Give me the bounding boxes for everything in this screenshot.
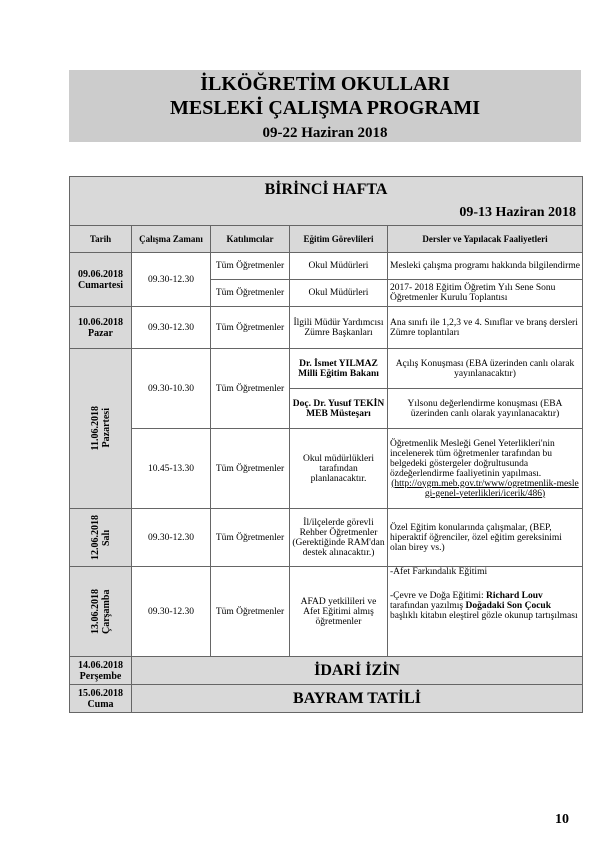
date-cell — [70, 307, 132, 349]
title-line-2: MESLEKİ ÇALIŞMA PROGRAMI — [169, 97, 481, 119]
day-text: Pazartesi — [100, 408, 112, 449]
table-row — [70, 349, 583, 389]
table-row — [70, 307, 583, 349]
time-cell: 09.30-12.30 — [132, 509, 211, 567]
table-row — [70, 429, 583, 509]
date-text: 14.06.2018 — [78, 659, 123, 671]
time-cell: 09.30-12.30 — [132, 253, 211, 307]
title-date-range: 09-22 Haziran 2018 — [262, 125, 388, 141]
activity-cell: Yılsonu değerlendirme konuşması (EBA üzerinden canlı olarak yayınlanacaktır) — [388, 389, 583, 429]
date-vertical — [90, 406, 112, 450]
column-header-row — [70, 226, 583, 253]
trainer-cell: Okul Müdürleri — [290, 280, 388, 307]
date-text: 09.06.2018 — [78, 268, 123, 280]
day-text: Çarşamba — [100, 589, 112, 634]
day-text: Salı — [100, 529, 112, 546]
activity-line-2-post: başlıklı kitabın eleştirel gözle okunup tartışılması — [390, 611, 578, 621]
time-cell: 09.30-10.30 — [132, 349, 211, 429]
time-cell: 09.30-12.30 — [132, 567, 211, 657]
program-title-box — [69, 70, 581, 142]
trainer-cell: Doç. Dr. Yusuf TEKİN MEB Müsteşarı — [290, 389, 388, 429]
date-text: 13.06.2018 — [89, 589, 101, 634]
page-number: 10 — [555, 812, 569, 827]
participants-cell: Tüm Öğretmenler — [211, 349, 290, 429]
trainer-cell: AFAD yetkilileri ve Afet Eğitimi almış öğretmenler — [290, 567, 388, 657]
time-cell: 09.30-12.30 — [132, 307, 211, 349]
activity-author: Richard Louv — [486, 591, 543, 601]
participants-cell: Tüm Öğretmenler — [211, 567, 290, 657]
week-header-row — [70, 177, 583, 226]
participants-cell: Tüm Öğretmenler — [211, 307, 290, 349]
day-text: Perşembe — [79, 670, 122, 682]
trainer-cell: Dr. İsmet YILMAZ Milli Eğitim Bakanı — [290, 349, 388, 389]
date-cell — [70, 567, 132, 657]
time-cell: 10.45-13.30 — [132, 429, 211, 509]
table-row — [70, 509, 583, 567]
trainer-cell: İlgili Müdür Yardımcısı Zümre Başkanları — [290, 307, 388, 349]
col-header-trainers: Eğitim Görevlileri — [290, 226, 388, 253]
date-text: 11.06.2018 — [89, 406, 101, 451]
day-text: Cumartesi — [78, 279, 123, 291]
col-header-time: Çalışma Zamanı — [132, 226, 211, 253]
title-line-1: İLKÖĞRETİM OKULLARI — [200, 73, 450, 95]
trainer-cell: Okul Müdürleri — [290, 253, 388, 280]
activity-line-2-pre: -Çevre ve Doğa Eğitimi: — [390, 591, 487, 601]
activity-cell: Ana sınıfı ile 1,2,3 ve 4. Sınıflar ve branş dersleri Zümre toplantıları — [388, 307, 583, 349]
week-date: 09-13 Haziran 2018 — [459, 205, 576, 220]
schedule-table — [69, 176, 583, 713]
activity-cell: Özel Eğitim konularında çalışmalar, (BEP, hiperaktif öğrenciler, özel eğitim gereksinimi olan birey vs.) — [388, 509, 583, 567]
trainer-cell: İl/ilçelerde görevli Rehber Öğretmenler (Gerektiğinde RAM'dan destek alınacaktır.) — [290, 509, 388, 567]
table-row — [70, 657, 583, 685]
activity-line-2 — [390, 591, 580, 621]
activity-text: Öğretmenlik Mesleği Genel Yeterlikleri'nin incelenerek tüm öğretmenler tarafından bu belgedeki göstergeler doğrultusunda özdeğerlendirme faaliyetinin yapılması. — [390, 438, 555, 479]
date-text: 10.06.2018 — [78, 316, 123, 328]
activity-cell: Açılış Konuşması (EBA üzerinden canlı olarak yayınlanacaktır) — [388, 349, 583, 389]
date-cell — [70, 685, 132, 713]
date-vertical — [90, 515, 112, 560]
participants-cell: Tüm Öğretmenler — [211, 253, 290, 280]
activity-book-title: Doğadaki Son Çocuk — [465, 601, 551, 611]
day-text: Pazar — [88, 327, 113, 339]
date-text: 12.06.2018 — [89, 515, 101, 560]
table-row — [70, 253, 583, 280]
holiday-cell: İDARİ İZİN — [132, 657, 583, 685]
date-text: 15.06.2018 — [78, 687, 123, 699]
participants-cell: Tüm Öğretmenler — [211, 429, 290, 509]
week-title: BİRİNCİ HAFTA — [264, 181, 388, 198]
activity-cell — [388, 567, 583, 657]
col-header-participants: Katılımcılar — [211, 226, 290, 253]
col-header-activities: Dersler ve Yapılacak Faaliyetleri — [388, 226, 583, 253]
holiday-cell: BAYRAM TATİLİ — [132, 685, 583, 713]
activity-cell: Mesleki çalışma programı hakkında bilgilendirme — [388, 253, 583, 280]
table-row — [70, 567, 583, 657]
date-cell — [70, 349, 132, 509]
yeterlikler-link[interactable]: (http://oygm.meb.gov.tr/www/ogretmenlik-meslegi-genel-yeterlikleri/icerik/486) — [391, 478, 579, 499]
activity-cell — [388, 429, 583, 509]
date-cell — [70, 509, 132, 567]
participants-cell: Tüm Öğretmenler — [211, 280, 290, 307]
trainer-cell: Okul müdürlükleri tarafından planlanacaktır. — [290, 429, 388, 509]
date-vertical — [90, 589, 112, 634]
col-header-date: Tarih — [70, 226, 132, 253]
date-cell — [70, 253, 132, 307]
table-row — [70, 685, 583, 713]
activity-line-1: -Afet Farkındalık Eğitimi — [390, 567, 488, 577]
day-text: Cuma — [87, 698, 114, 710]
date-cell — [70, 657, 132, 685]
activity-cell: 2017- 2018 Eğitim Öğretim Yılı Sene Sonu Öğretmenler Kurulu Toplantısı — [388, 280, 583, 307]
participants-cell: Tüm Öğretmenler — [211, 509, 290, 567]
activity-line-2-mid: tarafından yazılmış — [390, 601, 466, 611]
